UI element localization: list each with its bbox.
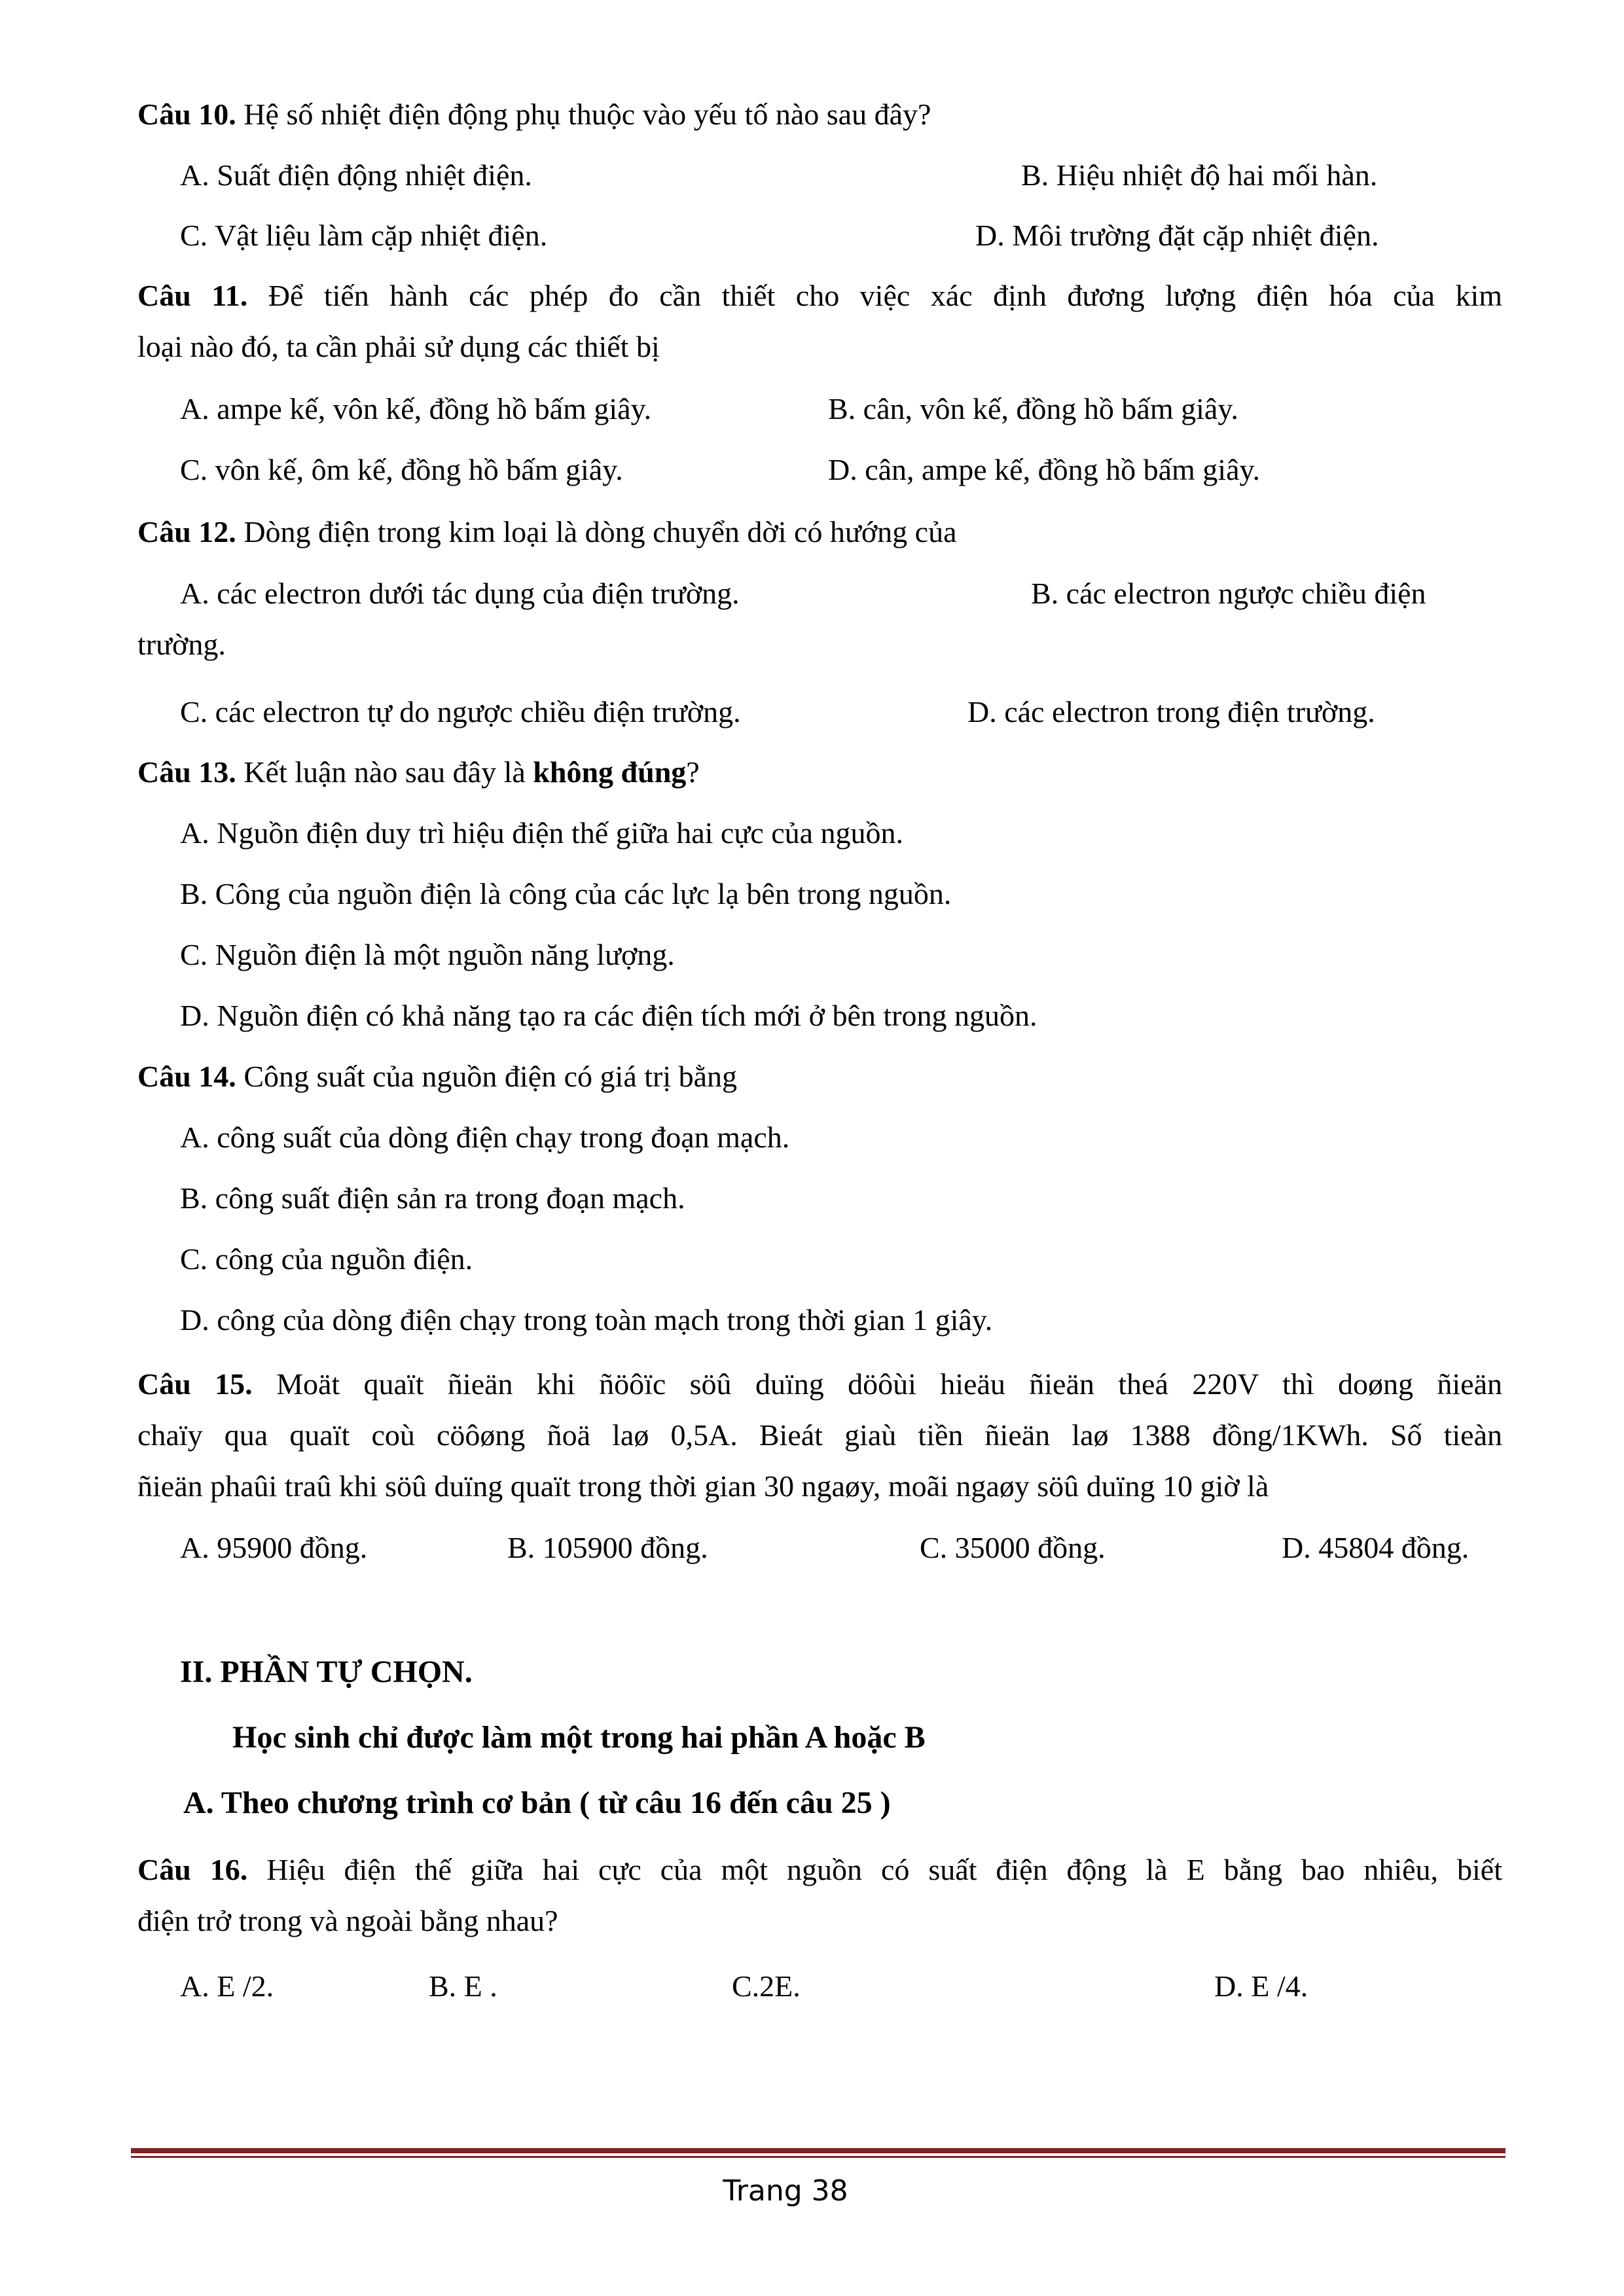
question-label: Câu 13. [137, 755, 236, 789]
question-16 [137, 1850, 1502, 1890]
question-label: Câu 11. [137, 279, 248, 312]
footer-rule-thick [131, 2148, 1506, 2153]
option-b-cont: trường. [137, 628, 226, 661]
option-b: B. 105900 đồng. [507, 1531, 708, 1564]
question-13 [137, 753, 700, 792]
option-a: A. 95900 đồng. [180, 1531, 368, 1564]
option-b: B. các electron ngược chiều điện [1031, 577, 1426, 610]
question-text: Moät quaït ñieän khi ñöôïc söû duïng döôùi hieäu ñieän theá 220V thì doøng ñieän [252, 1367, 1502, 1401]
section-title: II. PHẦN TỰ CHỌN. [180, 1655, 473, 1689]
question-text-cont: loại nào đó, ta cần phải sử dụng các thiết bị [137, 330, 660, 363]
option-d: D. công của dòng điện chạy trong toàn mạch trong thời gian 1 giây. [180, 1303, 993, 1336]
question-text: Hệ số nhiệt điện động phụ thuộc vào yếu tố nào sau đây? [236, 98, 931, 131]
footer-rule-thin [131, 2156, 1506, 2158]
option-c: C. vôn kế, ôm kế, đồng hồ bấm giây. [180, 453, 623, 486]
question-14 [137, 1057, 737, 1096]
question-label: Câu 12. [137, 515, 236, 548]
option-d: D. E /4. [1214, 1969, 1308, 2003]
question-11 [137, 276, 1502, 315]
option-d: D. 45804 đồng. [1282, 1531, 1470, 1564]
question-text: Kết luận nào sau đây là [236, 755, 533, 789]
option-c: C. 35000 đồng. [920, 1531, 1106, 1564]
option-a: A. Nguồn điện duy trì hiệu điện thế giữa hai cực của nguồn. [180, 816, 904, 850]
option-d: D. cân, ampe kế, đồng hồ bấm giây. [828, 453, 1260, 486]
option-b: B. công suất điện sản ra trong đoạn mạch. [180, 1181, 685, 1215]
option-b: B. cân, vôn kế, đồng hồ bấm giây. [828, 392, 1238, 425]
question-label: Câu 16. [137, 1853, 248, 1886]
option-c: C. Nguồn điện là một nguồn năng lượng. [180, 938, 675, 971]
question-label: Câu 10. [137, 98, 236, 131]
option-c: C. Vật liệu làm cặp nhiệt điện. [180, 219, 548, 252]
question-text-cont: chaïy qua quaït coù cöôøng ñoä laø 0,5A. Bieát giaù tiền ñieän laø 1388 đồng/1KWh. Số tieàn [137, 1418, 1502, 1452]
part-a-heading: A. Theo chương trình cơ bản ( từ câu 16 đến câu 25 ) [183, 1785, 891, 1820]
option-c: C.2E. [732, 1969, 801, 2003]
option-d: D. Môi trường đặt cặp nhiệt điện. [975, 219, 1379, 252]
option-a: A. công suất của dòng điện chạy trong đoạn mạch. [180, 1121, 790, 1154]
option-c: C. các electron tự do ngược chiều điện trường. [180, 695, 741, 728]
emphasis-text: không đúng [533, 755, 687, 789]
question-text-cont: điện trở trong và ngoài bằng nhau? [137, 1904, 558, 1937]
option-a: A. các electron dưới tác dụng của điện trường. [180, 577, 740, 610]
question-label: Câu 14. [137, 1060, 236, 1093]
question-12 [137, 512, 957, 552]
option-c: C. công của nguồn điện. [180, 1242, 473, 1276]
question-10 [137, 95, 931, 134]
option-b: B. Công của nguồn điện là công của các lực lạ bên trong nguồn. [180, 877, 952, 910]
question-label: Câu 15. [137, 1367, 253, 1401]
question-text: Công suất của nguồn điện có giá trị bằng [236, 1060, 738, 1093]
question-text: Dòng điện trong kim loại là dòng chuyển dời có hướng của [236, 515, 957, 548]
option-d: D. các electron trong điện trường. [967, 695, 1375, 728]
question-text-end: ? [686, 755, 700, 789]
option-b: B. Hiệu nhiệt độ hai mối hàn. [1021, 158, 1378, 192]
question-text: Để tiến hành các phép đo cần thiết cho việc xác định đương lượng điện hóa của kim [247, 279, 1503, 312]
question-text-cont: ñieän phaûi traû khi söû duïng quaït trong thời gian 30 ngaøy, moãi ngaøy söû duïng 10 giờ là [137, 1469, 1269, 1503]
page-number: Trang 38 [723, 2174, 848, 2208]
option-a: A. Suất điện động nhiệt điện. [180, 158, 532, 192]
option-a: A. E /2. [180, 1969, 274, 2003]
question-15 [137, 1365, 1502, 1404]
option-a: A. ampe kế, vôn kế, đồng hồ bấm giây. [180, 392, 652, 425]
option-d: D. Nguồn điện có khả năng tạo ra các điện tích mới ở bên trong nguồn. [180, 999, 1038, 1032]
section-note: Học sinh chỉ được làm một trong hai phần A hoặc B [232, 1720, 926, 1755]
option-b: B. E . [429, 1969, 497, 2003]
question-text: Hiệu điện thế giữa hai cực của một nguồn có suất điện động là E bằng bao nhiêu, biết [247, 1853, 1502, 1886]
